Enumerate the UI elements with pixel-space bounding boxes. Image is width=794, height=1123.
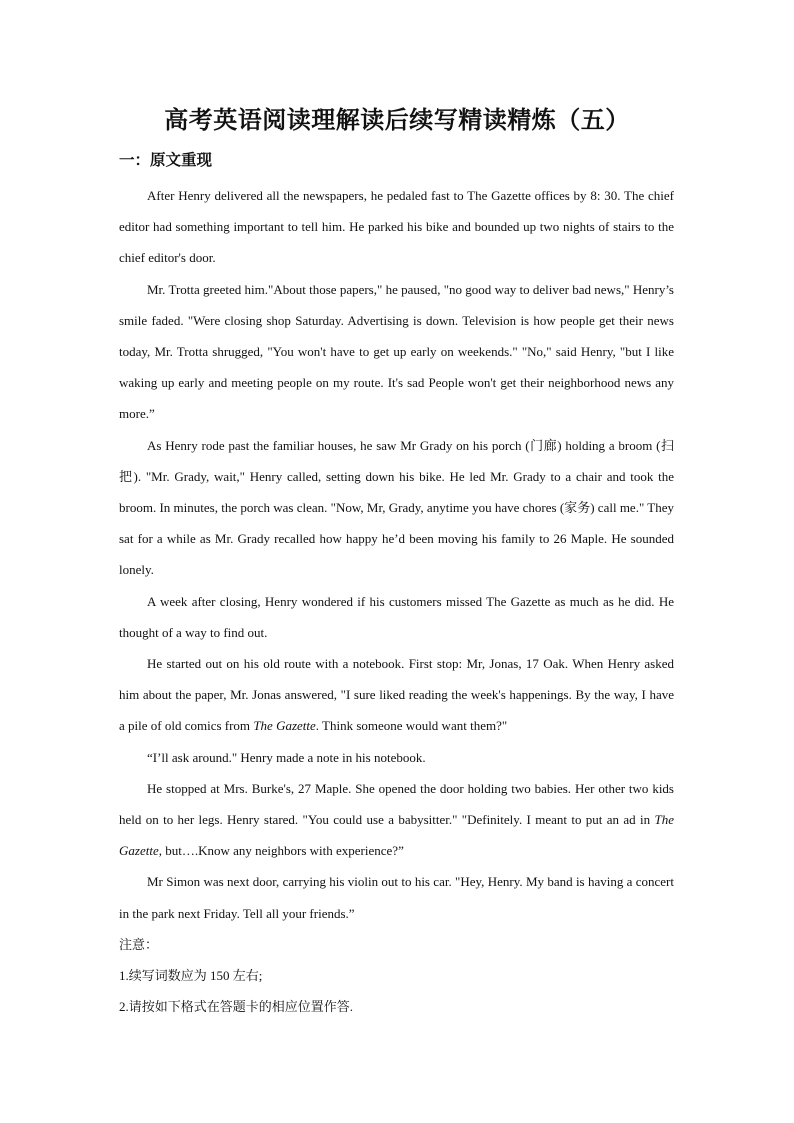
document-title: 高考英语阅读理解读后续写精读精炼（五） [164, 106, 630, 134]
paragraph-6: “I’ll ask around." Henry made a note in his notebook. [147, 749, 426, 765]
paragraph-2: Mr. Trotta greeted him."About those papers," he paused, "no good way to deliver bad news," Henry’s smile faded. "Were closing shop Saturday. Advertising is down. Television is how people get their news today, Mr. Trotta shrugged, "You won't have to get up early on weekends." "No," said Henry, "but I like waking up early and meeting people on my route. It's sad People won't get their neighborhood news any more.” [119, 281, 674, 422]
paragraph-4: A week after closing, Henry wondered if his customers missed The Gazette as much as he did. He thought of a way to find out. [119, 593, 674, 640]
paragraph-7 [119, 773, 674, 867]
paragraph-3: As Henry rode past the familiar houses, he saw Mr Grady on his porch (门廊) holding a broom (扫把). "Mr. Grady, wait," Henry called, setting down his bike. He led Mr. Grady to a chair and took the broom. In minutes, the porch was clean. "Now, Mr, Grady, anytime you have chores (家务) call me." They sat for a while as Mr. Grady recalled how happy he’d been moving his family to 26 Maple. He sounded lonely. [119, 437, 674, 578]
paragraph-8: Mr Simon was next door, carrying his violin out to his car. "Hey, Henry. My band is having a concert in the park next Friday. Tell all your friends.” [119, 874, 674, 921]
paragraph-7-text-a: He stopped at Mrs. Burke's, 27 Maple. She opened the door holding two babies. Her other two kids held on to her legs. Henry stared. "You could use a babysitter." "Definitely. I meant to put an ad in [119, 780, 674, 828]
article-body [119, 180, 674, 1022]
paragraph-5-text-b: . Think someone would want them?" [315, 718, 508, 734]
newspaper-title: The Gazette [253, 718, 316, 734]
paragraph-7-text-b: , but….Know any neighbors with experience?” [158, 843, 404, 859]
newspaper-title: The Gazette [119, 812, 674, 859]
note-item: 2.请按如下格式在答题卡的相应位置作答. [119, 999, 354, 1015]
note-item: 1.续写词数应为 150 左右; [119, 968, 263, 984]
section-heading: 一：原文重现 [119, 151, 213, 169]
paragraph-5-text-a: He started out on his old route with a notebook. First stop: Mr, Jonas, 17 Oak. When Henry asked him about the paper, Mr. Jonas answered, "I sure liked reading the week's happenings. By the way, I have a pile of old comics from [119, 656, 674, 734]
paragraph-1: After Henry delivered all the newspapers, he pedaled fast to The Gazette offices by 8: 30. The chief editor had something important to tell him. He parked his bike and bounded up two nights of stairs to the chief editor's door. [119, 188, 674, 266]
notes-heading: 注意： [119, 936, 159, 952]
paragraph-5 [119, 648, 674, 742]
